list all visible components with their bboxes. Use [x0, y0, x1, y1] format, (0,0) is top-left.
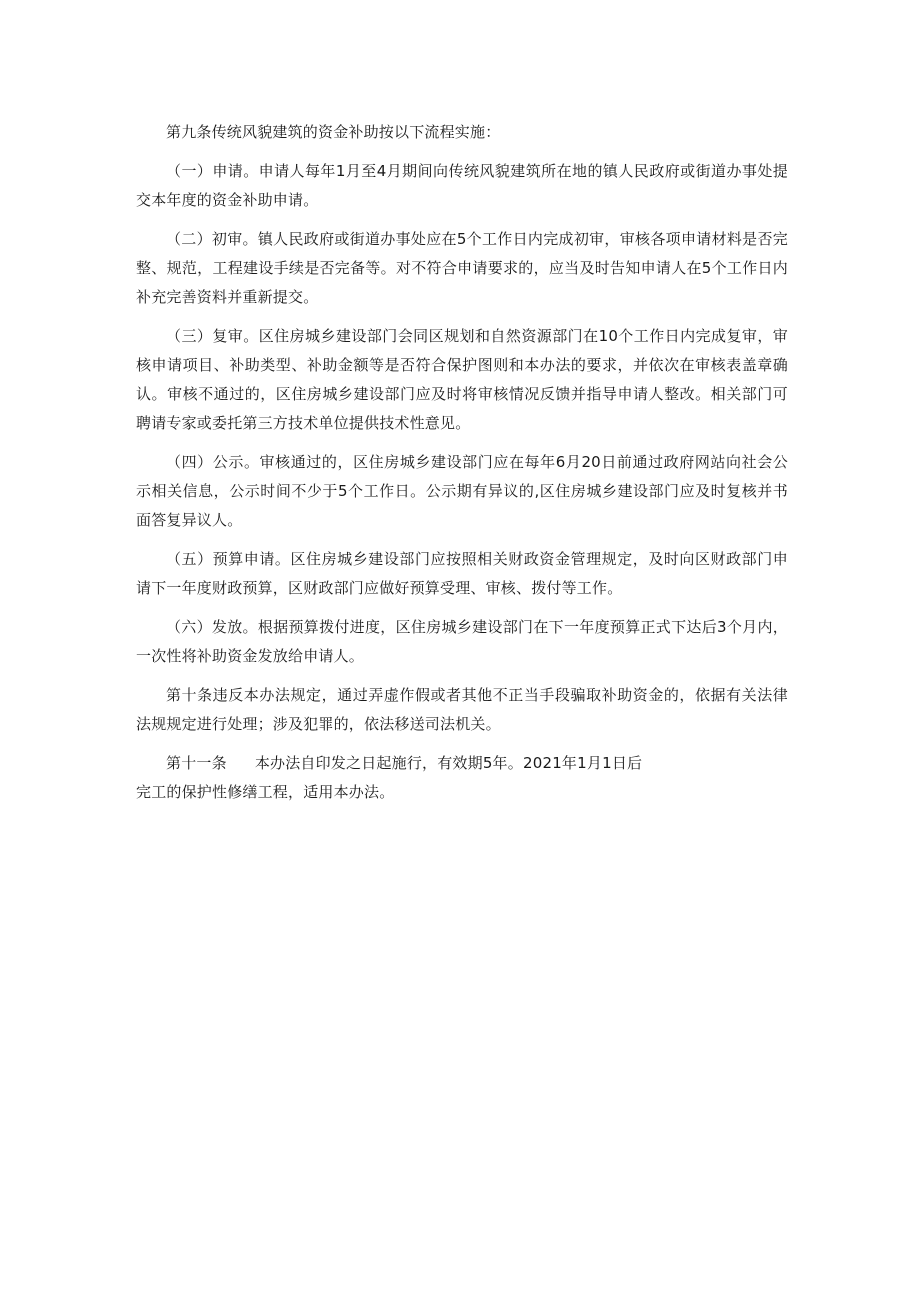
- article-9-item-2: （二）初审。镇人民政府或街道办事处应在5个工作日内完成初审，审核各项申请材料是否完整、规范，工程建设手续是否完备等。对不符合申请要求的，应当及时告知申请人在5个工作日内补充完善资料并重新提交。: [136, 230, 788, 306]
- article-11-line-1: 本办法自印发之日起施行，有效期5年。2021年1月1日后: [254, 754, 643, 772]
- article-10: 第十条违反本办法规定，通过弄虚作假或者其他不正当手段骗取补助资金的，依据有关法律法规规定进行处理；涉及犯罪的，依法移送司法机关。: [136, 686, 788, 733]
- article-9-item-1: （一）申请。申请人每年1月至4月期间向传统风貌建筑所在地的镇人民政府或街道办事处提交本年度的资金补助申请。: [136, 162, 788, 209]
- article-9-item-3: （三）复审。区住房城乡建设部门会同区规划和自然资源部门在10个工作日内完成复审，审核申请项目、补助类型、补助金额等是否符合保护图则和本办法的要求，并依次在审核表盖章确认。审核不通过的，区住房城乡建设部门应及时将审核情况反馈并指导申请人整改。相关部门可聘请专家或委托第三方技术单位提供技术性意见。: [136, 327, 788, 432]
- article-9-item-4: （四）公示。审核通过的，区住房城乡建设部门应在每年6月20日前通过政府网站向社会公示相关信息，公示时间不少于5个工作日。公示期有异议的,区住房城乡建设部门应及时复核并书面答复异议人。: [136, 453, 788, 529]
- article-9-item-6: （六）发放。根据预算拨付进度，区住房城乡建设部门在下一年度预算正式下达后3个月内，一次性将补助资金发放给申请人。: [136, 618, 788, 665]
- article-9-item-5: （五）预算申请。区住房城乡建设部门应按照相关财政资金管理规定，及时向区财政部门申请下一年度财政预算，区财政部门应做好预算受理、审核、拨付等工作。: [136, 550, 788, 597]
- document-body: [136, 118, 788, 817]
- article-9-intro: 第九条传统风貌建筑的资金补助按以下流程实施：: [166, 123, 501, 141]
- article-11-line-2: 完工的保护性修缮工程，适用本办法。: [136, 783, 395, 801]
- article-11-heading: 第十一条: [166, 754, 227, 772]
- article-11: [136, 749, 788, 807]
